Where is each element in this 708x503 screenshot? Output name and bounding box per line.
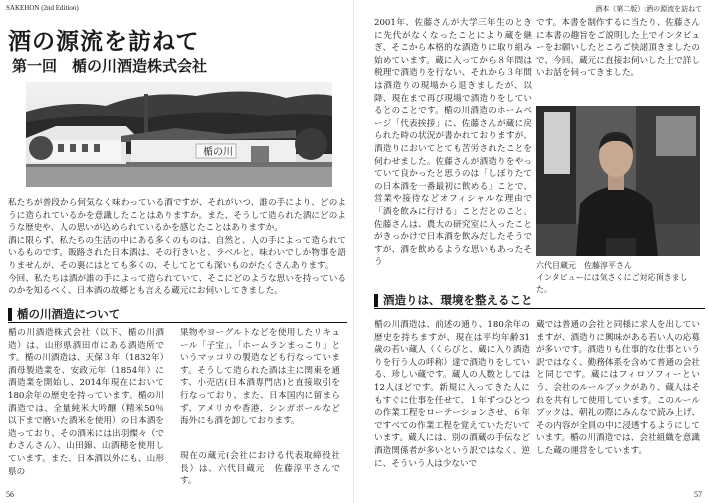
right-page — [354, 0, 708, 503]
article-title: 酒の源流を訪ねて — [8, 28, 200, 55]
intro-paragraph: 私たちが普段から何気なく味わっている酒ですが、それがいつ、誰の手により、どのように造られているかを意識したことはありますか。また、そうして造られた酒にどのような歴史や、人の思いが込められているかを感じたことはありますか。 — [8, 198, 346, 234]
intro-paragraph: 酒に限らず、私たちの生活の中にある多くのものは、自然と、人の手によって造られているものです。販路された日本酒は、その行きいと、ラベルと、味わいでしか物事を語りませんが、その裏にはとても多くの、そしてとても深いものがたくさんあります。 — [8, 235, 346, 271]
article-subtitle: 第一回 楯の川酒造株式会社 — [12, 57, 208, 75]
running-head-right: 酒本（第二版）:酒の源流を訪ねて — [595, 5, 702, 13]
about-column-1: 楯の川酒造株式会社（以下、楯の川酒造）は、山形県酒田市にある酒造所です。楯の川酒造は、天保３年（1832年）酒母製造業を、安政元年（1854年）に酒造業を開始し、2014年現在において180余年の歴史を持っています。楯の川酒造では、全量純米大吟醸（精米50％以下まで磨いた酒米を使用）の日本酒を造っており、その酒米には出羽燦々（でわさんさん）、山田錦、山酒穂を使用しています。また、日本酒以外にも、山形県の — [8, 328, 164, 477]
intro-paragraph: 今回、私たちは酒が誰の手によって造られていて、そこにどのような思いを持っているのかを知るべく、日本酒の故郷とも言える蔵元にお伺いしてきました。 — [8, 273, 346, 297]
svg-text:楯の川: 楯の川 — [203, 147, 233, 158]
about-column-2-note: 現在の蔵元(会社における代表取締役社長）は、六代目蔵元 佐藤淳平さんです。 — [180, 451, 340, 487]
page-number-left: 56 — [6, 490, 14, 499]
running-head-left: SAKEHON (2nd Edition) — [6, 4, 79, 12]
photo-caption-name: 六代目蔵元 佐藤淳平さん — [536, 261, 632, 270]
history-column-1: 2001年、佐藤さんが大学三年生のときに先代がなくなったことにより蔵を継ぎ、そこから本格的な酒造りに取り組み始めています。蔵に入ってから８年間は税理で酒造りを行ない、それから３年間は酒造りの現場から退きましたが、以降、現在まで再び現場で酒造りをしているとのことです。楯の川酒造のホームページ「代表挨拶」に、佐藤さんが蔵に戻られた時の状況が書かれておりますが、酒造りにおいてとても苦労されたことを伺わせました。佐藤さんが酒造りをやっていて良かったと思うのは「しぼりたての日本酒を一番最初に飲める」ことで、営業や接待などオフィシャルな理由で「酒を飲みに行ける」ことだとのこと。佐藤さんは、農大の研究室に入ったことがきっかけで日本酒を飲みだしたそうですが、酒を飲めるような思いもあったそう — [374, 18, 532, 268]
environment-column-1: 楯の川酒造は、前述の通り、180余年の歴史を持ちますが、現在は平均年齢31歳の若い蔵人（くらびと、蔵に入り酒造りを行う人の呼称）達で酒造りをしている、珍しい蔵です。蔵人の人数としては12人ほどです。新規に入ってきた人にもすぐに仕事を任せて、１年ずつひとつの作業工程をローテーションさせ、６年ですべての作業工程を覚えていただいています。蔵人には、別の酒蔵の手伝など酒造関係者が多いという訳ではなく、逆に、そういう人は少ないで — [374, 320, 530, 469]
brewery-photo — [26, 82, 332, 187]
history-column-2: です。本書を制作するに当たり、佐藤さんに本書の趣旨をご説明した上でインタビューをお願いしたところご快諾頂きましたので、今回、蔵元に直接お伺いした上で詳しいお話を伺ってきました。 — [536, 18, 700, 79]
environment-column-2: 蔵では普通の会社と同様に求人を出していますが、酒造りに興味がある若い人の応募が多いです。酒造りも仕事的な仕事という訳ではなく、勤務体系を含めて普通の会社と同じです。蔵にはフィロソフィーという、会社のルールブックがあり、蔵人はそれを共有して使用しています。このルールブックは、朝礼の際にみんなで読み上げ、その内容が全員の中に浸透するようにしています。楯の川酒造では、会社組織を意識した蔵の運営をしています。 — [536, 320, 700, 456]
brewer-portrait-photo — [536, 106, 700, 256]
intro-text — [8, 197, 346, 298]
photo-caption-note: インタビューには気さくにご対応頂きました。 — [536, 273, 688, 294]
section-heading-about: 楯の川酒造について — [8, 307, 347, 323]
about-column-2: 果物やヨーグルトなどを使用したリキュール「子宝」、「ホームランまっこり」というマッコリの製造なども行なっています。そうして造られた酒は主に関東を通す、小売店(日本酒専門店)と直接取引を行なっており、また、日本国内に留まらず、アメリカや香港、シンガポールなど海外にも酒を卸しております。 — [180, 328, 340, 427]
section-heading-environment: 酒造りは、環境を整えること — [374, 293, 705, 309]
page-number-right: 57 — [694, 490, 702, 499]
